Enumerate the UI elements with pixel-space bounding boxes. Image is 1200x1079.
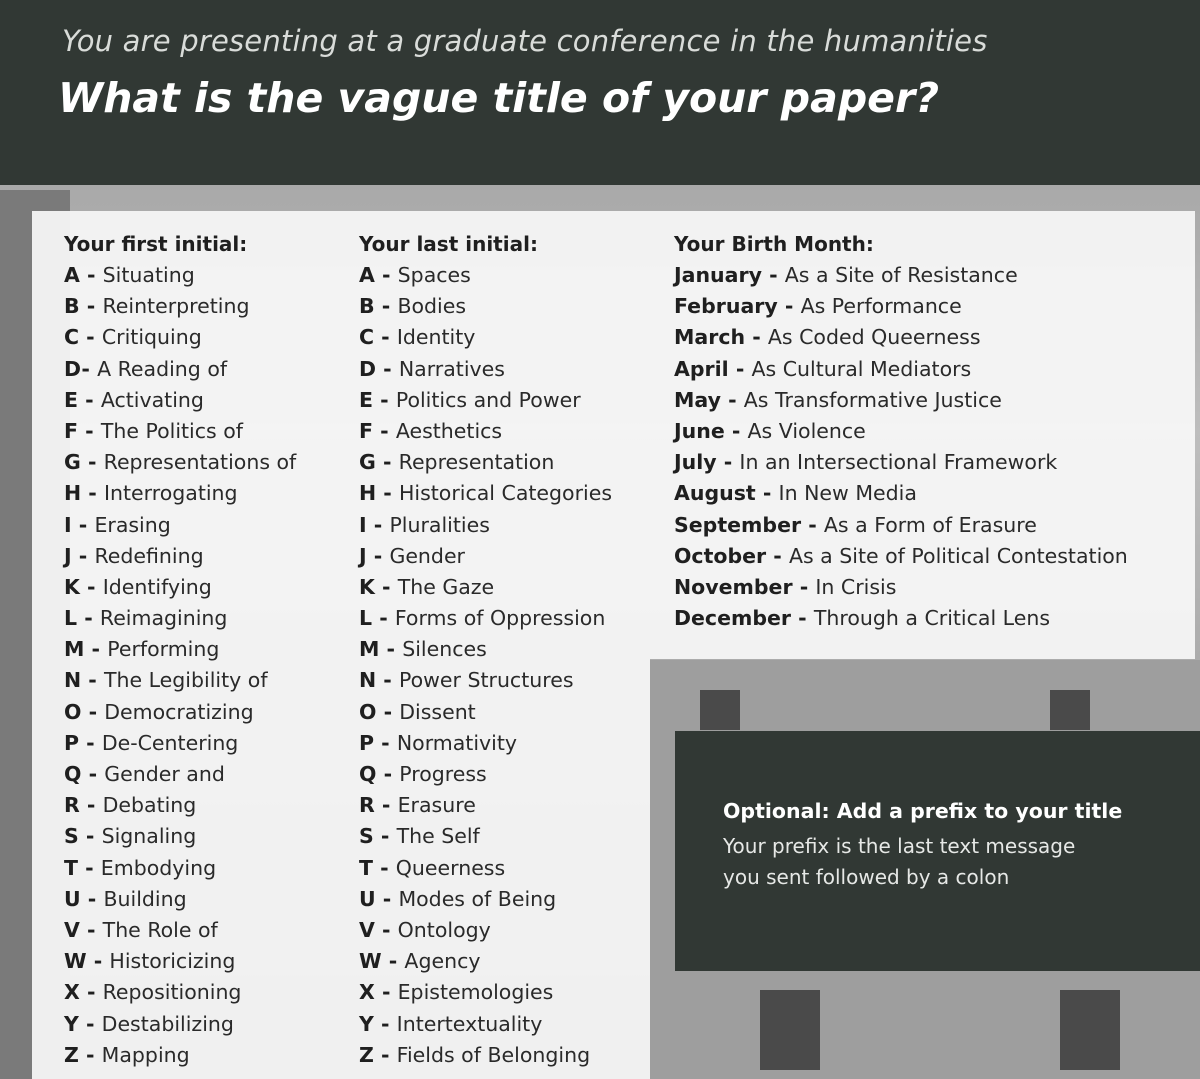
last-initial-separator: -	[372, 606, 395, 631]
first-initial-separator: -	[81, 481, 104, 506]
first-initial-item	[64, 572, 296, 603]
last-initial-separator: -	[366, 543, 390, 568]
first-initial-key: R	[64, 793, 80, 818]
last-initial-item	[359, 1009, 612, 1040]
birth-month-value: As a Form of Erasure	[823, 512, 1037, 537]
first-initial-separator: -	[84, 637, 108, 662]
birth-month-separator: -	[766, 543, 789, 568]
first-initial-item	[64, 821, 296, 852]
last-initial-item	[359, 572, 612, 603]
first-initial-key: T	[64, 855, 78, 880]
last-initial-item	[359, 821, 612, 852]
first-initial-key: V	[64, 917, 80, 942]
first-initial-key: W	[64, 949, 87, 974]
first-initial-key: N	[64, 668, 82, 693]
first-initial-key: U	[64, 886, 81, 911]
first-initial-key: C	[64, 325, 80, 350]
last-initial-separator: -	[375, 450, 399, 475]
last-initial-item	[359, 915, 612, 946]
birth-month-item	[674, 603, 1128, 634]
first-initial-item	[64, 510, 296, 541]
first-initial-separator: -	[79, 730, 102, 755]
birth-month-key: January	[674, 263, 762, 287]
first-initial-key: A	[64, 263, 80, 287]
first-initial-separator: -	[79, 574, 103, 599]
birth-month-value: As Violence	[747, 418, 866, 443]
last-initial-value: Intertextuality	[396, 1011, 543, 1036]
last-initial-value: Bodies	[397, 294, 467, 319]
first-initial-key: Q	[64, 762, 82, 786]
birth-month-separator: -	[791, 606, 814, 631]
first-initial-key: H	[64, 481, 82, 506]
first-initial-value: Democratizing	[104, 699, 254, 724]
last-initial-key: U	[359, 886, 376, 911]
birth-month-value: As a Site of Resistance	[784, 263, 1018, 287]
last-initial-value: Power Structures	[398, 668, 574, 693]
last-initial-value: Queerness	[395, 855, 506, 880]
first-initial-value: Gender and	[104, 762, 225, 786]
last-initial-key: M	[359, 637, 380, 662]
birth-month-key: May	[674, 387, 721, 412]
birth-month-key: October	[674, 543, 767, 568]
first-initial-item	[64, 416, 296, 447]
birth-month-item	[674, 291, 1128, 322]
last-initial-value: Agency	[404, 949, 481, 974]
birth-month-item	[674, 541, 1128, 572]
last-initial-value: Normativity	[396, 730, 518, 755]
birth-month-separator: -	[777, 294, 801, 319]
birth-month-key: August	[674, 481, 756, 506]
first-initial-item	[64, 322, 296, 353]
last-initial-value: The Self	[396, 824, 480, 849]
first-initial-separator: -	[79, 917, 103, 942]
last-initial-separator: -	[376, 762, 400, 786]
last-initial-separator: -	[374, 980, 398, 1005]
last-initial-separator: -	[373, 824, 397, 849]
birth-month-value: As Cultural Mediators	[751, 356, 972, 381]
birth-month-key: June	[674, 418, 725, 443]
first-initial-key: Z	[64, 1042, 79, 1067]
first-initial-item	[64, 634, 296, 665]
birth-month-key: September	[674, 512, 802, 537]
first-initial-key: M	[64, 637, 85, 662]
last-initial-separator: -	[374, 793, 398, 818]
last-initial-value: Silences	[402, 637, 487, 662]
first-initial-value: Debating	[102, 793, 197, 818]
last-initial-item	[359, 322, 612, 353]
birth-month-item	[674, 385, 1128, 416]
first-initial-item	[64, 915, 296, 946]
first-initial-item	[64, 291, 296, 322]
last-initial-key: H	[359, 481, 377, 506]
birth-month-item	[674, 478, 1128, 509]
first-initial-item	[64, 385, 296, 416]
last-initial-item	[359, 385, 612, 416]
last-initial-item	[359, 541, 612, 572]
last-initial-item	[359, 416, 612, 447]
birth-month-value: As Coded Queerness	[767, 325, 981, 350]
last-initial-separator: -	[381, 949, 405, 974]
optional-heading: Optional: Add a prefix to your title	[723, 799, 1123, 823]
first-initial-item	[64, 977, 296, 1008]
last-initial-separator: -	[379, 637, 403, 662]
first-initial-key: F	[64, 418, 79, 443]
birth-month-separator: -	[720, 387, 744, 412]
birth-month-separator: -	[728, 356, 752, 381]
last-initial-separator: -	[374, 294, 398, 319]
last-initial-value: Narratives	[398, 356, 505, 381]
first-initial-item	[64, 260, 296, 291]
last-initial-item	[359, 665, 612, 696]
birth-month-separator: -	[745, 325, 768, 350]
last-initial-key: B	[359, 294, 375, 319]
first-initial-item	[64, 759, 296, 790]
last-initial-key: X	[359, 980, 375, 1005]
page-subtitle: You are presenting at a graduate conference in the humanities	[62, 24, 988, 58]
last-initial-item	[359, 510, 612, 541]
last-initial-item	[359, 603, 612, 634]
last-initial-key: W	[359, 949, 382, 974]
first-initial-value: Reimagining	[99, 606, 228, 631]
last-initial-item	[359, 946, 612, 977]
last-initial-value: Forms of Oppression	[394, 606, 606, 631]
first-initial-separator: -	[79, 980, 103, 1005]
last-initial-item	[359, 884, 612, 915]
first-initial-item	[64, 1009, 296, 1040]
last-initial-key: Y	[359, 1011, 374, 1036]
last-initial-item	[359, 291, 612, 322]
last-initial-key: L	[359, 606, 373, 631]
last-initial-item	[359, 354, 612, 385]
first-initial-separator: -	[81, 356, 98, 381]
last-initial-value: Representation	[398, 450, 555, 475]
birth-month-item	[674, 572, 1128, 603]
birth-month-heading: Your Birth Month:	[674, 232, 874, 256]
last-initial-item	[359, 977, 612, 1008]
first-initial-value: Identifying	[102, 574, 212, 599]
birth-month-item	[674, 260, 1128, 291]
first-initial-value: Performing	[107, 637, 220, 662]
last-initial-separator: -	[373, 1042, 397, 1067]
last-initial-key: T	[359, 855, 373, 880]
last-initial-item	[359, 634, 612, 665]
optional-text-line-1: Your prefix is the last text message	[723, 834, 1076, 858]
birth-month-item	[674, 416, 1128, 447]
birth-month-value: In New Media	[778, 481, 917, 506]
first-initial-value: Erasing	[94, 512, 171, 537]
last-initial-value: Ontology	[397, 917, 491, 942]
last-initial-value: Erasure	[397, 793, 476, 818]
birth-month-item	[674, 354, 1128, 385]
birth-month-item	[674, 510, 1128, 541]
first-initial-value: Representations of	[103, 450, 297, 475]
last-initial-key: I	[359, 512, 367, 537]
birth-month-separator: -	[761, 263, 785, 287]
birth-month-key: March	[674, 325, 746, 350]
last-initial-separator: -	[374, 325, 397, 350]
first-initial-item	[64, 665, 296, 696]
first-initial-separator: -	[79, 325, 102, 350]
last-initial-key: R	[359, 793, 375, 818]
first-initial-value: Building	[103, 886, 187, 911]
last-initial-item	[359, 1040, 612, 1071]
last-initial-value: Fields of Belonging	[396, 1042, 591, 1067]
last-initial-value: Politics and Power	[395, 387, 581, 412]
last-initial-column	[359, 229, 612, 1071]
birth-month-value: Through a Critical Lens	[813, 606, 1051, 631]
last-initial-separator: -	[374, 574, 398, 599]
last-initial-key: N	[359, 668, 377, 693]
birth-month-key: July	[674, 450, 717, 475]
first-initial-value: Activating	[100, 387, 204, 412]
last-initial-value: Historical Categories	[398, 481, 613, 506]
last-initial-item	[359, 790, 612, 821]
last-initial-separator: -	[375, 886, 399, 911]
first-initial-item	[64, 790, 296, 821]
last-initial-key: P	[359, 730, 375, 755]
last-initial-key: K	[359, 574, 375, 599]
birth-month-key: November	[674, 574, 793, 599]
last-initial-key: S	[359, 824, 374, 849]
last-initial-value: Gender	[389, 543, 465, 568]
last-initial-key: V	[359, 917, 375, 942]
first-initial-value: Reinterpreting	[102, 294, 250, 319]
last-initial-key: E	[359, 387, 374, 412]
first-initial-item	[64, 884, 296, 915]
last-initial-value: Spaces	[397, 263, 471, 287]
last-initial-item	[359, 260, 612, 291]
first-initial-column	[64, 229, 296, 1071]
last-initial-key: G	[359, 450, 376, 475]
first-initial-separator: -	[78, 387, 101, 412]
last-initial-separator: -	[373, 1011, 397, 1036]
first-initial-key: O	[64, 699, 82, 724]
birth-month-separator: -	[801, 512, 824, 537]
first-initial-value: Historicizing	[109, 949, 236, 974]
last-initial-item	[359, 447, 612, 478]
birth-month-value: In an Intersectional Framework	[739, 450, 1058, 475]
last-initial-key: F	[359, 418, 374, 443]
birth-month-value: As Performance	[800, 294, 962, 319]
last-initial-key: A	[359, 263, 375, 287]
first-initial-key: E	[64, 387, 79, 412]
page-title: What is the vague title of your paper?	[58, 74, 939, 122]
last-initial-item	[359, 853, 612, 884]
first-initial-item	[64, 853, 296, 884]
first-initial-heading: Your first initial:	[64, 232, 248, 256]
last-initial-item	[359, 697, 612, 728]
first-initial-key: P	[64, 730, 80, 755]
birth-month-item	[674, 447, 1128, 478]
last-initial-item	[359, 728, 612, 759]
first-initial-item	[64, 697, 296, 728]
first-initial-separator: -	[79, 793, 103, 818]
last-initial-value: Dissent	[399, 699, 476, 724]
first-initial-value: The Role of	[102, 917, 218, 942]
last-initial-key: J	[359, 543, 367, 568]
first-initial-separator: -	[77, 606, 100, 631]
last-initial-separator: -	[376, 699, 400, 724]
first-initial-separator: -	[86, 949, 110, 974]
first-initial-value: Destabilizing	[101, 1011, 234, 1036]
birth-month-column	[674, 229, 1128, 634]
last-initial-separator: -	[372, 855, 396, 880]
first-initial-separator: -	[78, 824, 102, 849]
last-initial-value: Aesthetics	[395, 418, 503, 443]
last-initial-value: Progress	[399, 762, 487, 786]
first-initial-separator: -	[79, 263, 103, 287]
first-initial-item	[64, 447, 296, 478]
first-initial-separator: -	[79, 294, 103, 319]
birth-month-separator: -	[755, 481, 779, 506]
last-initial-value: The Gaze	[397, 574, 495, 599]
birth-month-key: February	[674, 294, 778, 319]
first-initial-key: G	[64, 450, 81, 475]
first-initial-separator: -	[78, 1011, 102, 1036]
first-initial-value: Mapping	[101, 1042, 190, 1067]
birth-month-item	[674, 322, 1128, 353]
last-initial-separator: -	[376, 481, 399, 506]
first-initial-key: B	[64, 294, 80, 319]
last-initial-separator: -	[366, 512, 390, 537]
first-initial-value: Embodying	[100, 855, 217, 880]
first-initial-separator: -	[78, 418, 101, 443]
last-initial-separator: -	[373, 418, 396, 443]
last-initial-key: Q	[359, 762, 377, 786]
first-initial-key: Y	[64, 1011, 79, 1036]
header-banner	[0, 0, 1200, 185]
first-initial-value: The Politics of	[100, 418, 243, 443]
optional-prefix-box	[675, 731, 1200, 971]
first-initial-separator: -	[78, 1042, 102, 1067]
first-initial-value: A Reading of	[97, 356, 228, 381]
birth-month-key: December	[674, 606, 792, 631]
first-initial-key: X	[64, 980, 80, 1005]
birth-month-key: April	[674, 356, 729, 381]
last-initial-value: Identity	[396, 325, 476, 350]
birth-month-separator: -	[724, 418, 748, 443]
birth-month-separator: -	[792, 574, 816, 599]
first-initial-separator: -	[81, 668, 104, 693]
first-initial-item	[64, 728, 296, 759]
birth-month-separator: -	[716, 450, 740, 475]
first-initial-key: K	[64, 574, 80, 599]
first-initial-separator: -	[71, 512, 95, 537]
first-initial-key: L	[64, 606, 78, 631]
first-initial-separator: -	[81, 762, 105, 786]
first-initial-key: I	[64, 512, 72, 537]
first-initial-separator: -	[80, 450, 104, 475]
birth-month-value: As a Site of Political Contestation	[788, 543, 1128, 568]
optional-text-line-2: you sent followed by a colon	[723, 865, 1010, 889]
first-initial-value: Repositioning	[102, 980, 242, 1005]
first-initial-item	[64, 541, 296, 572]
last-initial-separator: -	[374, 730, 397, 755]
first-initial-key: D	[64, 356, 82, 381]
last-initial-separator: -	[376, 356, 399, 381]
first-initial-separator: -	[81, 699, 105, 724]
last-initial-separator: -	[373, 387, 396, 412]
birth-month-value: As Transformative Justice	[743, 387, 1002, 412]
last-initial-key: O	[359, 699, 377, 724]
first-initial-item	[64, 354, 296, 385]
first-initial-separator: -	[77, 855, 101, 880]
last-initial-item	[359, 478, 612, 509]
birth-month-value: In Crisis	[815, 574, 897, 599]
first-initial-value: Critiquing	[101, 325, 202, 350]
first-initial-item	[64, 478, 296, 509]
last-initial-key: D	[359, 356, 377, 381]
first-initial-value: Signaling	[101, 824, 197, 849]
first-initial-value: De-Centering	[101, 730, 239, 755]
first-initial-value: The Legibility of	[103, 668, 268, 693]
first-initial-value: Situating	[102, 263, 195, 287]
first-initial-item	[64, 946, 296, 977]
last-initial-separator: -	[374, 263, 398, 287]
last-initial-value: Epistemologies	[397, 980, 554, 1005]
last-initial-value: Pluralities	[389, 512, 490, 537]
last-initial-key: C	[359, 325, 375, 350]
first-initial-separator: -	[71, 543, 95, 568]
last-initial-heading: Your last initial:	[359, 232, 538, 256]
first-initial-item	[64, 1040, 296, 1071]
last-initial-separator: -	[376, 668, 399, 693]
first-initial-value: Redefining	[94, 543, 204, 568]
last-initial-item	[359, 759, 612, 790]
last-initial-value: Modes of Being	[398, 886, 557, 911]
first-initial-key: S	[64, 824, 79, 849]
first-initial-key: J	[64, 543, 72, 568]
last-initial-key: Z	[359, 1042, 374, 1067]
first-initial-item	[64, 603, 296, 634]
first-initial-separator: -	[80, 886, 104, 911]
first-initial-value: Interrogating	[103, 481, 238, 506]
last-initial-separator: -	[374, 917, 398, 942]
